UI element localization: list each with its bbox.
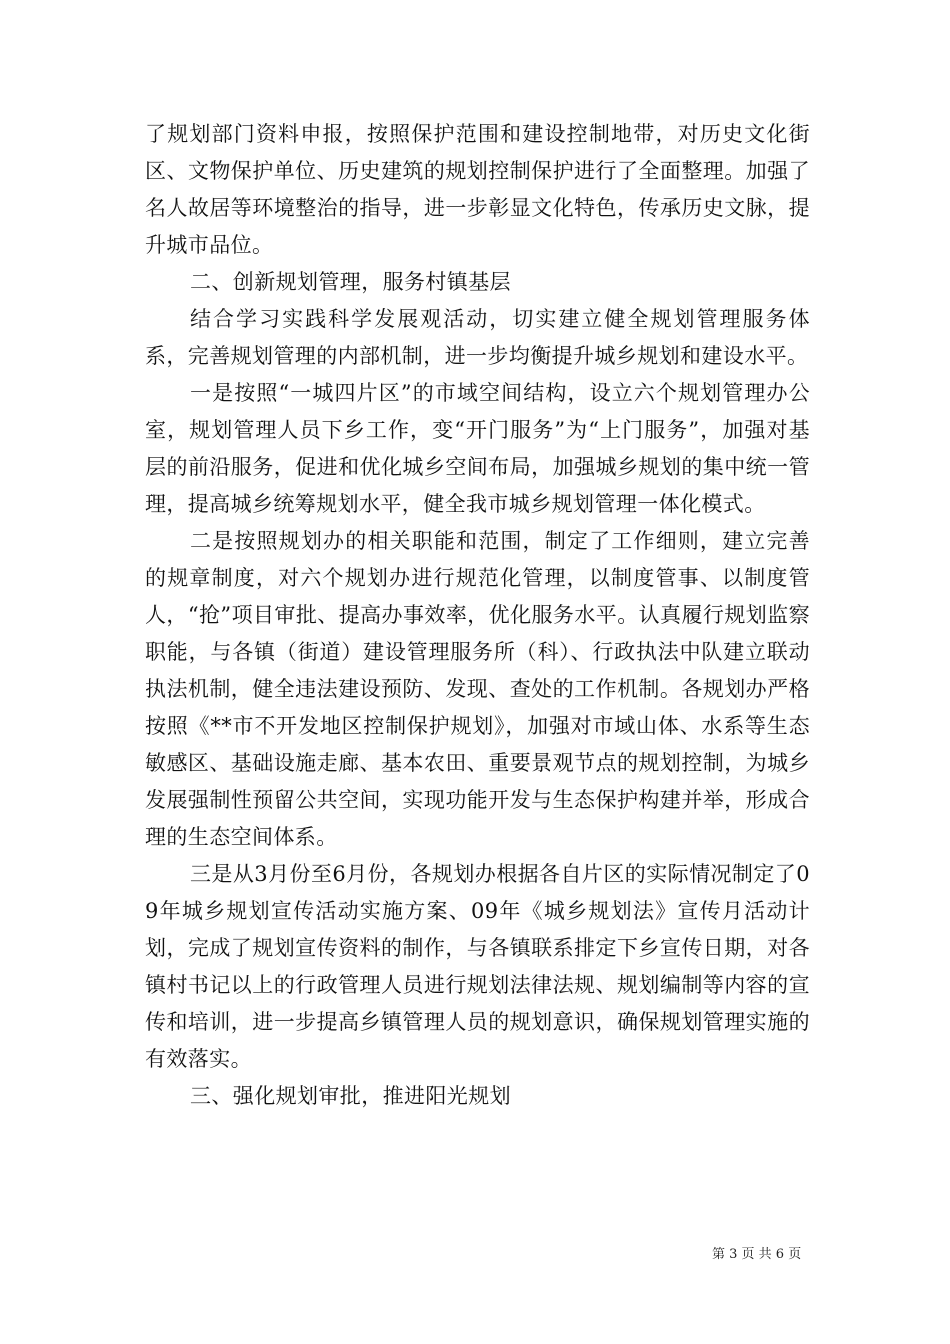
document-body [145, 116, 810, 1115]
paragraph: 三是从3月份至6月份，各规划办根据各自片区的实际情况制定了09年城乡规划宣传活动实施方案、09年《城乡规划法》宣传月活动计划，完成了规划宣传资料的制作，与各镇联系排定下乡宣传日期，对各镇村书记以上的行政管理人员进行规划法律法规、规划编制等内容的宣传和培训，进一步提高乡镇管理人员的规划意识，确保规划管理实施的有效落实。 [145, 862, 810, 1071]
paragraph: 结合学习实践科学发展观活动，切实建立健全规划管理服务体系，完善规划管理的内部机制，进一步均衡提升城乡规划和建设水平。 [145, 307, 810, 368]
page-number: 第 3 页 共 6 页 [712, 1247, 802, 1262]
paragraph: 二是按照规划办的相关职能和范围，制定了工作细则，建立完善的规章制度，对六个规划办进行规范化管理，以制度管事、以制度管人，“抢”项目审批、提高办事效率，优化服务水平。认真履行规划监察职能，与各镇（街道）建设管理服务所（科）、行政执法中队建立联动执法机制，健全违法建设预防、发现、查处的工作机制。各规划办严格按照《**市不开发地区控制保护规划》，加强对市域山体、水系等生态敏感区、基础设施走廊、基本农田、重要景观节点的规划控制，为城乡发展强制性预留公共空间，实现功能开发与生态保护构建并举，形成合理的生态空间体系。 [145, 529, 810, 849]
section-heading-3: 三、强化规划审批，推进阳光规划 [190, 1084, 511, 1108]
paragraph: 了规划部门资料申报，按照保护范围和建设控制地带，对历史文化街区、文物保护单位、历史建筑的规划控制保护进行了全面整理。加强了名人故居等环境整治的指导，进一步彰显文化特色，传承历史文脉，提升城市品位。 [145, 122, 810, 257]
paragraph: 一是按照“一城四片区”的市域空间结构，设立六个规划管理办公室，规划管理人员下乡工作，变“开门服务”为“上门服务”，加强对基层的前沿服务，促进和优化城乡空间布局，加强城乡规划的集中统一管理，提高城乡统筹规划水平，健全我市城乡规划管理一体化模式。 [145, 381, 810, 516]
section-heading-2: 二、创新规划管理，服务村镇基层 [190, 270, 511, 294]
